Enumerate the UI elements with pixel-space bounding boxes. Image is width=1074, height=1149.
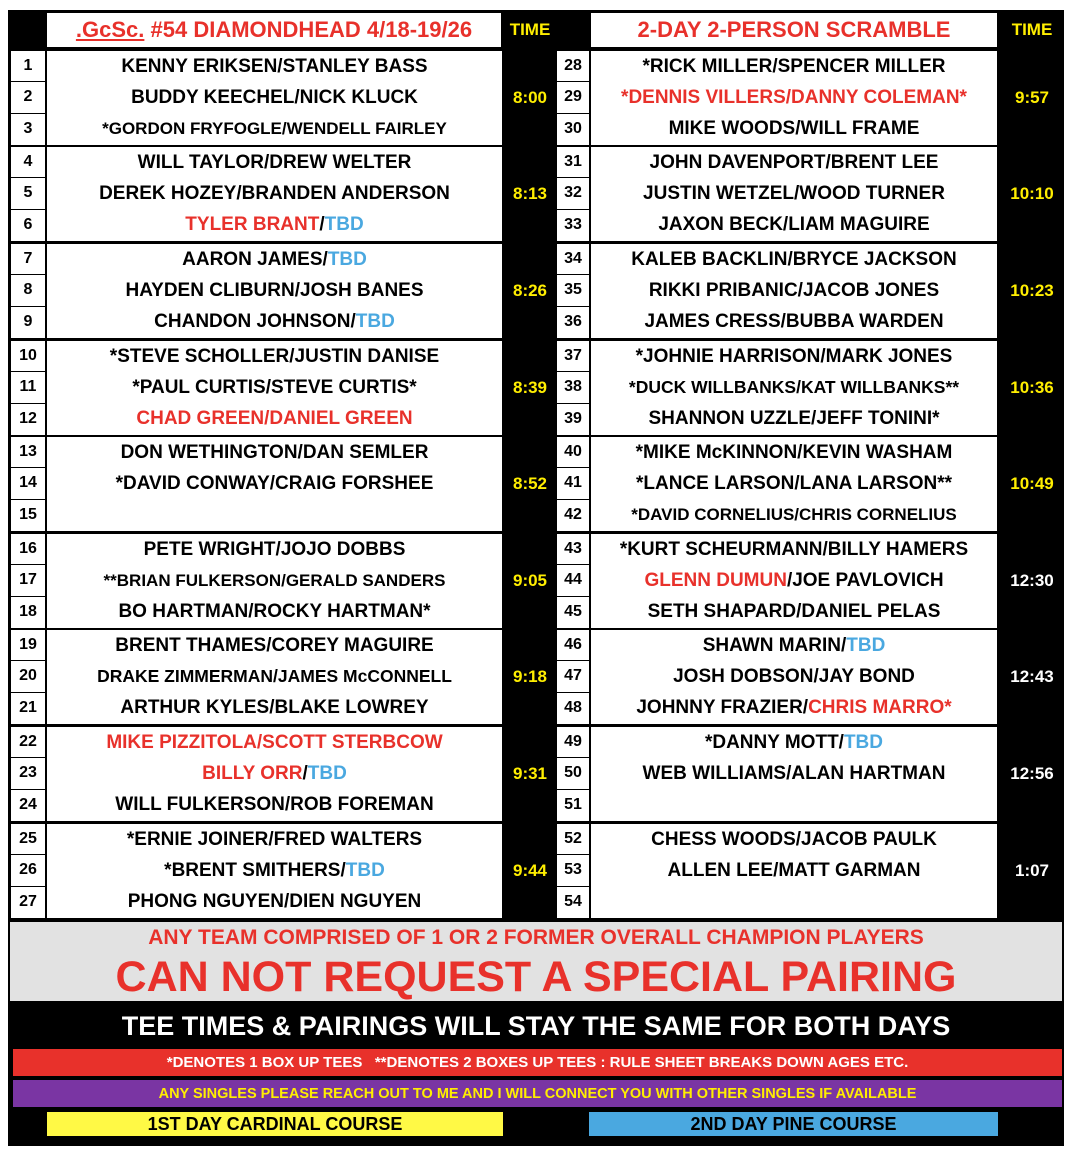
left-team-row <box>47 404 502 435</box>
left-team-row <box>47 824 502 855</box>
left-team-row <box>47 597 502 628</box>
day2-course: 2ND DAY PINE COURSE <box>589 1112 998 1136</box>
left-team-number: 4 <box>11 147 45 177</box>
right-team-number: 34 <box>557 244 589 274</box>
right-team-row <box>591 758 997 789</box>
left-team-number: 10 <box>11 341 45 371</box>
player-names: WILL FULKERSON/ROB FOREMAN <box>115 794 434 816</box>
right-team-number: 44 <box>557 565 589 595</box>
right-team-row <box>591 597 997 628</box>
player-names: JOSH DOBSON/JAY BOND <box>673 665 915 687</box>
player-names: MIKE PIZZITOLA/SCOTT STERBCOW <box>106 731 443 753</box>
player-names: BILLY ORR <box>202 762 303 784</box>
left-team-number: 13 <box>11 437 45 467</box>
player-names: *BRENT SMITHERS/ <box>164 859 346 881</box>
left-team-row <box>47 210 502 241</box>
left-team-number: 16 <box>11 534 45 564</box>
right-tee-time: 12:30 <box>1010 571 1054 590</box>
right-tee-time: 12:56 <box>1010 764 1054 783</box>
right-team-row <box>591 824 997 855</box>
right-team-row <box>591 147 997 178</box>
left-team-row <box>47 693 502 724</box>
tbd-placeholder: TBD <box>846 634 886 656</box>
left-team-row <box>47 534 502 565</box>
left-team-number: 27 <box>11 887 45 918</box>
right-team-number: 42 <box>557 500 589 531</box>
left-team-row <box>47 178 502 209</box>
player-names: *JOHNIE HARRISON/MARK JONES <box>635 345 953 367</box>
left-team-row <box>47 51 502 82</box>
player-names: SHAWN MARIN/ <box>702 634 847 656</box>
right-team-number: 43 <box>557 534 589 564</box>
left-tee-time: 8:39 <box>512 378 548 397</box>
left-team-row <box>47 147 502 178</box>
player-names: SETH SHAPARD/DANIEL PELAS <box>647 601 941 623</box>
right-team-number: 49 <box>557 727 589 757</box>
player-names: / <box>302 762 308 784</box>
right-team-number: 51 <box>557 790 589 821</box>
left-team-number: 12 <box>11 404 45 435</box>
league-code: .GcSc. <box>75 17 145 42</box>
right-team-row <box>591 887 997 918</box>
left-team-number: 24 <box>11 790 45 821</box>
left-team-number: 23 <box>11 758 45 788</box>
left-tee-time: 9:18 <box>512 667 548 686</box>
right-team-number: 54 <box>557 887 589 918</box>
left-team-row <box>47 855 502 886</box>
tbd-placeholder: TBD <box>324 214 364 236</box>
left-team-number: 9 <box>11 307 45 338</box>
left-tee-time: 8:13 <box>512 184 548 203</box>
player-names: CHRIS MARRO* <box>808 697 952 719</box>
tbd-placeholder: TBD <box>307 762 347 784</box>
right-team-row <box>591 178 997 209</box>
right-tee-time: 10:23 <box>1010 281 1054 300</box>
time-header-right: TIME <box>1011 20 1053 39</box>
left-team-row <box>47 341 502 372</box>
player-names: WEB WILLIAMS/ALAN HARTMAN <box>642 762 946 784</box>
left-team-row <box>47 114 502 145</box>
left-team-number: 15 <box>11 500 45 531</box>
player-names: WILL TAYLOR/DREW WELTER <box>137 151 412 173</box>
right-team-number: 47 <box>557 661 589 691</box>
right-team-row <box>591 114 997 145</box>
player-names: JOHN DAVENPORT/BRENT LEE <box>649 151 939 173</box>
player-names: ALLEN LEE/MATT GARMAN <box>667 859 921 881</box>
right-team-row <box>591 275 997 306</box>
tbd-placeholder: TBD <box>345 859 385 881</box>
player-names: BUDDY KEECHEL/NICK KLUCK <box>131 86 418 108</box>
player-names: CHAD GREEN/DANIEL GREEN <box>136 408 413 430</box>
left-team-number: 20 <box>11 661 45 691</box>
champion-notice: ANY TEAM COMPRISED OF 1 OR 2 FORMER OVERALL CHAMPION PLAYERS <box>10 922 1062 953</box>
right-team-number: 48 <box>557 693 589 724</box>
left-team-number: 18 <box>11 597 45 628</box>
left-team-row <box>47 500 502 531</box>
player-names: *KURT SCHEURMANN/BILLY HAMERS <box>619 538 969 560</box>
player-names: /JOE PAVLOVICH <box>786 569 944 591</box>
left-header <box>47 13 501 47</box>
right-team-number: 45 <box>557 597 589 628</box>
right-team-row <box>591 82 997 113</box>
right-team-number: 37 <box>557 341 589 371</box>
player-names: *DENNIS VILLERS/DANNY COLEMAN* <box>621 86 967 108</box>
right-team-number: 38 <box>557 372 589 402</box>
right-team-number: 32 <box>557 178 589 208</box>
player-names: AARON JAMES/ <box>182 248 328 270</box>
left-team-row <box>47 790 502 821</box>
right-team-number: 40 <box>557 437 589 467</box>
right-team-number: 41 <box>557 468 589 498</box>
left-team-number: 8 <box>11 275 45 305</box>
left-tee-time: 8:26 <box>512 281 548 300</box>
tbd-placeholder: TBD <box>843 731 884 753</box>
right-tee-time: 10:10 <box>1010 184 1054 203</box>
right-team-row <box>591 727 997 758</box>
player-names: HAYDEN CLIBURN/JOSH BANES <box>125 279 424 301</box>
right-team-number: 39 <box>557 404 589 435</box>
left-team-number: 19 <box>11 630 45 660</box>
player-names: RIKKI PRIBANIC/JACOB JONES <box>648 279 940 301</box>
left-team-row <box>47 887 502 918</box>
right-team-number: 46 <box>557 630 589 660</box>
player-names: KENNY ERIKSEN/STANLEY BASS <box>121 55 428 77</box>
left-team-row <box>47 275 502 306</box>
right-team-row <box>591 468 997 499</box>
player-names: BO HARTMAN/ROCKY HARTMAN* <box>118 601 431 623</box>
event-title: #54 DIAMONDHEAD 4/18-19/26 <box>150 17 473 42</box>
tbd-placeholder: TBD <box>355 311 395 333</box>
left-team-number: 22 <box>11 727 45 757</box>
player-names: SHANNON UZZLE/JEFF TONINI* <box>648 408 940 430</box>
player-names: *DANNY MOTT/ <box>704 731 844 753</box>
left-tee-time: 8:00 <box>512 88 548 107</box>
left-team-number: 6 <box>11 210 45 241</box>
right-team-row <box>591 630 997 661</box>
left-team-row <box>47 307 502 338</box>
right-team-number: 50 <box>557 758 589 788</box>
right-tee-time: 9:57 <box>1014 88 1050 107</box>
left-team-row <box>47 630 502 661</box>
left-tee-time: 9:05 <box>512 571 548 590</box>
player-names: TYLER BRANT <box>185 214 320 236</box>
player-names: *ERNIE JOINER/FRED WALTERS <box>126 828 423 850</box>
right-tee-time: 10:36 <box>1010 378 1054 397</box>
left-team-row <box>47 437 502 468</box>
left-team-row <box>47 244 502 275</box>
player-names: CHANDON JOHNSON/ <box>154 311 356 333</box>
player-names: BRENT THAMES/COREY MAGUIRE <box>115 634 434 656</box>
right-team-row <box>591 693 997 724</box>
player-names: PETE WRIGHT/JOJO DOBBS <box>143 538 406 560</box>
right-team-row <box>591 210 997 241</box>
player-names: DRAKE ZIMMERMAN/JAMES McCONNELL <box>97 666 452 687</box>
left-team-row <box>47 661 502 692</box>
time-header-left: TIME <box>509 20 551 39</box>
player-names: KALEB BACKLIN/BRYCE JACKSON <box>631 248 957 270</box>
singles-notice: ANY SINGLES PLEASE REACH OUT TO ME AND I WILL CONNECT YOU WITH OTHER SINGLES IF AVAILABLE <box>13 1080 1062 1107</box>
player-names: JAXON BECK/LIAM MAGUIRE <box>658 214 930 236</box>
player-names: ARTHUR KYLES/BLAKE LOWREY <box>120 697 429 719</box>
left-team-row <box>47 565 502 596</box>
player-names: *RICK MILLER/SPENCER MILLER <box>642 55 946 77</box>
right-team-number: 29 <box>557 82 589 112</box>
right-team-number: 36 <box>557 307 589 338</box>
left-team-number: 1 <box>11 51 45 81</box>
right-team-number: 33 <box>557 210 589 241</box>
right-team-number: 35 <box>557 275 589 305</box>
player-names: MIKE WOODS/WILL FRAME <box>668 118 920 140</box>
same-pairings-notice: TEE TIMES & PAIRINGS WILL STAY THE SAME FOR BOTH DAYS <box>121 1010 951 1041</box>
left-tee-time: 9:31 <box>512 764 548 783</box>
right-team-row <box>591 341 997 372</box>
tbd-placeholder: TBD <box>327 248 367 270</box>
player-names: CHESS WOODS/JACOB PAULK <box>651 828 937 850</box>
tees-notice: *DENOTES 1 BOX UP TEES **DENOTES 2 BOXES UP TEES : RULE SHEET BREAKS DOWN AGES ETC. <box>13 1049 1062 1076</box>
left-team-number: 11 <box>11 372 45 402</box>
right-team-number: 30 <box>557 114 589 145</box>
right-team-row <box>591 790 997 821</box>
left-tee-time: 8:52 <box>512 474 548 493</box>
left-team-number: 25 <box>11 824 45 854</box>
player-names: PHONG NGUYEN/DIEN NGUYEN <box>127 891 422 913</box>
player-names: *DAVID CORNELIUS/CHRIS CORNELIUS <box>631 505 957 525</box>
right-tee-time: 10:49 <box>1010 474 1054 493</box>
right-team-row <box>591 372 997 403</box>
right-team-row <box>591 437 997 468</box>
player-names: *DAVID CONWAY/CRAIG FORSHEE <box>115 472 434 494</box>
left-team-number: 5 <box>11 178 45 208</box>
player-names: *LANCE LARSON/LANA LARSON** <box>636 472 952 494</box>
left-team-number: 21 <box>11 693 45 724</box>
right-header: 2-DAY 2-PERSON SCRAMBLE <box>591 13 997 47</box>
left-team-number: 26 <box>11 855 45 885</box>
left-team-row <box>47 82 502 113</box>
left-team-number: 3 <box>11 114 45 145</box>
player-names: *DUCK WILLBANKS/KAT WILLBANKS** <box>628 377 960 398</box>
player-names: *STEVE SCHOLLER/JUSTIN DANISE <box>109 345 440 367</box>
player-names: **BRIAN FULKERSON/GERALD SANDERS <box>103 570 446 590</box>
right-team-number: 31 <box>557 147 589 177</box>
left-team-row <box>47 758 502 789</box>
day1-course: 1ST DAY CARDINAL COURSE <box>47 1112 503 1136</box>
right-team-number: 52 <box>557 824 589 854</box>
player-names: / <box>319 214 325 236</box>
right-tee-time: 12:43 <box>1010 667 1054 686</box>
player-names: JAMES CRESS/BUBBA WARDEN <box>644 311 944 333</box>
player-names: GLENN DUMUN <box>644 569 787 591</box>
player-names: DEREK HOZEY/BRANDEN ANDERSON <box>99 182 450 204</box>
pairing-notice: CAN NOT REQUEST A SPECIAL PAIRING <box>10 953 1062 1001</box>
left-team-number: 14 <box>11 468 45 498</box>
right-team-row <box>591 565 997 596</box>
player-names: JUSTIN WETZEL/WOOD TURNER <box>643 182 945 204</box>
left-team-row <box>47 468 502 499</box>
left-team-number: 2 <box>11 82 45 112</box>
right-tee-time: 1:07 <box>1014 861 1050 880</box>
right-team-row <box>591 534 997 565</box>
right-team-row <box>591 51 997 82</box>
left-tee-time: 9:44 <box>512 861 548 880</box>
right-team-row <box>591 244 997 275</box>
right-team-row <box>591 404 997 435</box>
player-names: *PAUL CURTIS/STEVE CURTIS* <box>132 376 417 398</box>
right-team-row <box>591 855 997 886</box>
player-names: *MIKE McKINNON/KEVIN WASHAM <box>635 441 953 463</box>
right-team-number: 53 <box>557 855 589 885</box>
left-team-row <box>47 727 502 758</box>
player-names: *GORDON FRYFOGLE/WENDELL FAIRLEY <box>102 119 447 139</box>
left-team-number: 7 <box>11 244 45 274</box>
right-team-number: 28 <box>557 51 589 81</box>
right-team-row <box>591 307 997 338</box>
right-team-row <box>591 661 997 692</box>
player-names: DON WETHINGTON/DAN SEMLER <box>120 441 429 463</box>
player-names: JOHNNY FRAZIER/ <box>636 697 809 719</box>
right-team-row <box>591 500 997 531</box>
left-team-number: 17 <box>11 565 45 595</box>
left-team-row <box>47 372 502 403</box>
